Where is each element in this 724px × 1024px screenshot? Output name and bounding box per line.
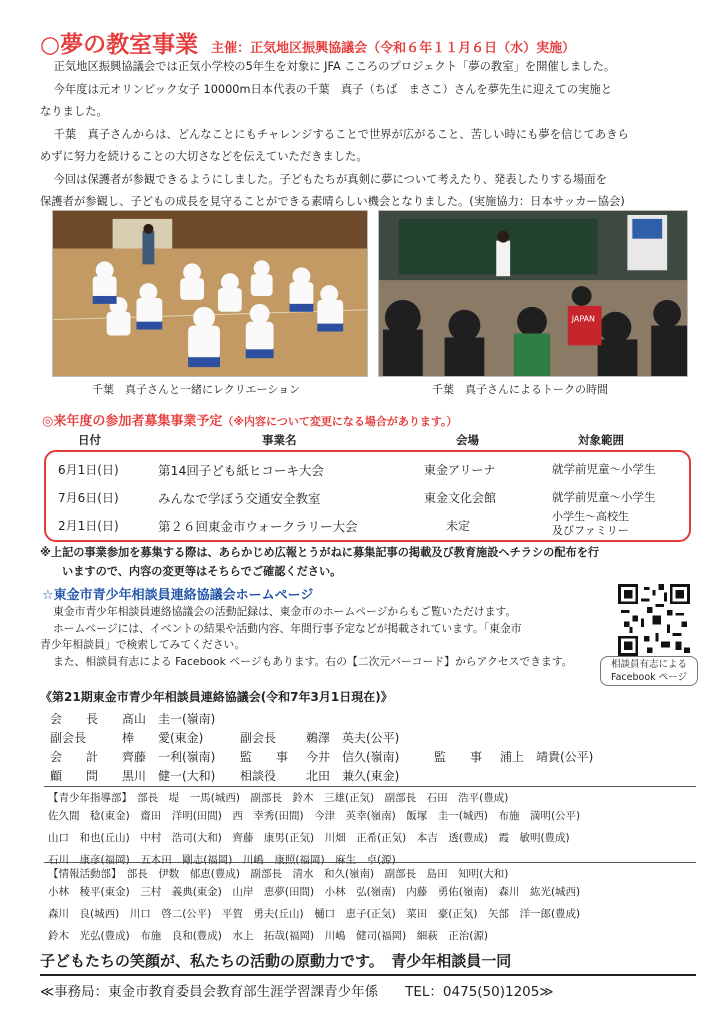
table-row xyxy=(46,454,689,484)
officer-role: 監 事 xyxy=(434,750,483,764)
qr-code[interactable] xyxy=(618,584,690,656)
intro-line: なりました。 xyxy=(40,105,108,118)
photo-talk xyxy=(378,210,688,377)
officer-role: 会 長 xyxy=(50,712,99,726)
officer-role: 顧 問 xyxy=(50,769,99,783)
youth-guidance-section xyxy=(44,786,696,871)
member-row: 石川 康彦(福岡) 五木田 剛志(福岡) 川嶋 康照(福岡) 麻生 卓(源) xyxy=(48,854,396,866)
footer-office: ≪事務局：東金市教育委員会教育部生涯学習課青少年係 TEL：0475(50)1205≫ xyxy=(40,984,554,1000)
council-title: 《第21期東金市青少年相談員連絡協議会(令和7年3月1日現在)》 xyxy=(40,690,393,704)
intro-text xyxy=(40,56,700,214)
page-heading xyxy=(40,26,700,56)
col-header-name: 事業名 xyxy=(262,433,297,447)
officer-role: 副会長 xyxy=(240,731,277,745)
officer-name: 今井 信久(嶺南) xyxy=(306,750,400,764)
officer-role: 会 計 xyxy=(50,750,99,764)
intro-line: めずに努力を続けることの大切さなどを伝えていただきました。 xyxy=(40,150,368,163)
event-target-line1: 小学生～高校生 xyxy=(552,510,629,523)
event-name: みんなで学ぼう交通安全教室 xyxy=(158,491,321,506)
section-head: 【青少年指導部】 部長 堤 一馬(城西) 副部長 鈴木 三雄(正気) 副部長 石田 浩平(豊成) xyxy=(48,792,509,804)
homepage-text xyxy=(40,604,600,670)
intro-line: 今年度は元オリンピック女子 10000m日本代表の千葉 真子（ちば まさこ）さんを夢先生に迎えての実施と xyxy=(53,82,612,96)
officer-role: 監 事 xyxy=(240,750,289,764)
homepage-heading: ☆東金市青少年相談員連絡協議会ホームページ xyxy=(42,588,314,603)
event-date: 6月1日(日) xyxy=(58,463,119,477)
officer-name: 浦上 靖貴(公平) xyxy=(500,750,594,764)
officer-name: 北田 兼久(東金) xyxy=(306,769,400,783)
photo-caption-2: 千葉 真子さんによるトークの時間 xyxy=(432,383,608,396)
event-target: 就学前児童～小学生 xyxy=(552,462,656,476)
table-row xyxy=(46,482,689,512)
event-venue: 東金アリーナ xyxy=(424,463,496,477)
event-date: 7月6日(日) xyxy=(58,491,119,505)
page-title: ○夢の教室事業 xyxy=(40,32,199,58)
officer-name: 鵜澤 英夫(公平) xyxy=(306,731,400,745)
homepage-line: 青少年相談員」で検索してみてください。 xyxy=(40,638,246,651)
event-target-line2: 及びファミリー xyxy=(552,524,629,537)
events-title: ◎来年度の参加者募集事業予定 xyxy=(42,414,223,429)
homepage-line: また、相談員有志による Facebook ページもあります。右の【二次元バーコード】からアクセスできます。 xyxy=(52,654,573,668)
event-venue: 未定 xyxy=(446,519,471,533)
col-header-date: 日付 xyxy=(78,433,101,447)
info-section xyxy=(44,862,696,947)
section-head: 【情報活動部】 部長 伊数 郁恵(豊成) 副部長 清水 和久(嶺南) 副部長 島田 知明(大和) xyxy=(48,868,509,880)
officer-name: 黒川 健一(大和) xyxy=(122,769,216,783)
qr-caption: 相談員有志による Facebook ページ xyxy=(600,656,698,686)
member-row: 鈴木 光弘(豊成) 布施 良和(豊成) 水上 拓哉(福岡) 川嶋 健司(福岡) 細萩 正治(源) xyxy=(48,930,488,942)
shirt-text: JAPAN xyxy=(571,314,596,324)
table-row xyxy=(46,510,689,540)
photo-caption-1: 千葉 真子さんと一緒にレクリエーション xyxy=(92,383,301,396)
officer-name: 髙山 圭一(嶺南) xyxy=(122,712,216,726)
event-venue: 東金文化会館 xyxy=(424,491,497,505)
event-target: 就学前児童～小学生 xyxy=(552,490,656,504)
officer-name: 齊藤 一利(嶺南) xyxy=(122,750,216,764)
member-row: 佐久間 稔(東金) 齋田 洋明(田間) 西 幸秀(田間) 今津 英幸(嶺南) 飯塚 圭一(城西) 布施 満明(公平) xyxy=(48,810,581,822)
events-table xyxy=(44,450,691,542)
intro-line: 千葉 真子さんからは、どんなことにもチャレンジすることで世界が広がること、苦しい時にも夢を信じてあきら xyxy=(53,127,629,141)
officer-role: 副会長 xyxy=(50,731,87,745)
intro-line: 今回は保護者が参観できるようにしました。子どもたちが真剣に夢について考えたり、発表したりする場面を xyxy=(53,172,607,186)
event-name: 第14回子ども紙ヒコーキ大会 xyxy=(158,463,324,478)
member-row: 小林 稜平(東金) 三村 義典(東金) 山岸 恵夢(田間) 小林 弘(嶺南) 内藤 勇佑(嶺南) 森川 紘光(城西) xyxy=(48,886,581,898)
homepage-line: ホームページには、イベントの結果や活動内容、年間行事予定などが掲載されています。「東金市 xyxy=(52,621,522,635)
col-header-target: 対象範囲 xyxy=(578,433,624,447)
warning-line-1: ※上記の事業参加を募集する際は、あらかじめ広報とうがねに募集記事の掲載及び教育施設へチラシの配布を行 xyxy=(40,546,600,559)
homepage-line: 東金市青少年相談員連絡協議会の活動記録は、東金市のホームページからもご覧いただけます。 xyxy=(52,605,517,618)
photo-recreation xyxy=(52,210,368,377)
member-row: 山口 和也(丘山) 中村 浩司(大和) 齊藤 康男(正気) 川畑 正希(正気) 本吉 透(豊成) 霞 敏明(豊成) xyxy=(48,832,570,844)
event-date: 2月1日(日) xyxy=(58,519,119,533)
officer-role: 相談役 xyxy=(240,769,277,783)
events-heading xyxy=(42,410,457,429)
event-name: 第２６回東金市ウォークラリー大会 xyxy=(158,519,358,534)
events-warning xyxy=(40,544,700,581)
col-header-venue: 会場 xyxy=(456,433,479,447)
footer-motto: 子どもたちの笑顔が、私たちの活動の原動力です。 青少年相談員一同 xyxy=(40,950,696,976)
page-subtitle: 主催：正気地区振興協議会（令和６年１１月６日（水）実施） xyxy=(211,41,576,56)
event-target xyxy=(552,510,629,538)
officer-name: 棒 愛(東金) xyxy=(122,731,204,745)
member-row: 森川 良(城西) 川口 啓二(公平) 平賀 勇夫(丘山) 樋口 恵子(正気) 菜田 豪(正気) 矢部 洋一郎(豊成) xyxy=(48,908,581,920)
events-note: （※内容について変更になる場合があります。） xyxy=(222,415,458,428)
intro-line: 保護者が参観し、子どもの成長を見守ることができる素晴らしい機会となりました。(実施協力：日本サッカー協会) xyxy=(40,195,625,208)
intro-line: 正気地区振興協議会では正気小学校の5年生を対象に JFA こころのプロジェクト「夢の教室」を開催しました。 xyxy=(53,60,616,73)
warning-line-2: いますので、内容の変更等はそちらでご確認ください。 xyxy=(62,564,342,578)
